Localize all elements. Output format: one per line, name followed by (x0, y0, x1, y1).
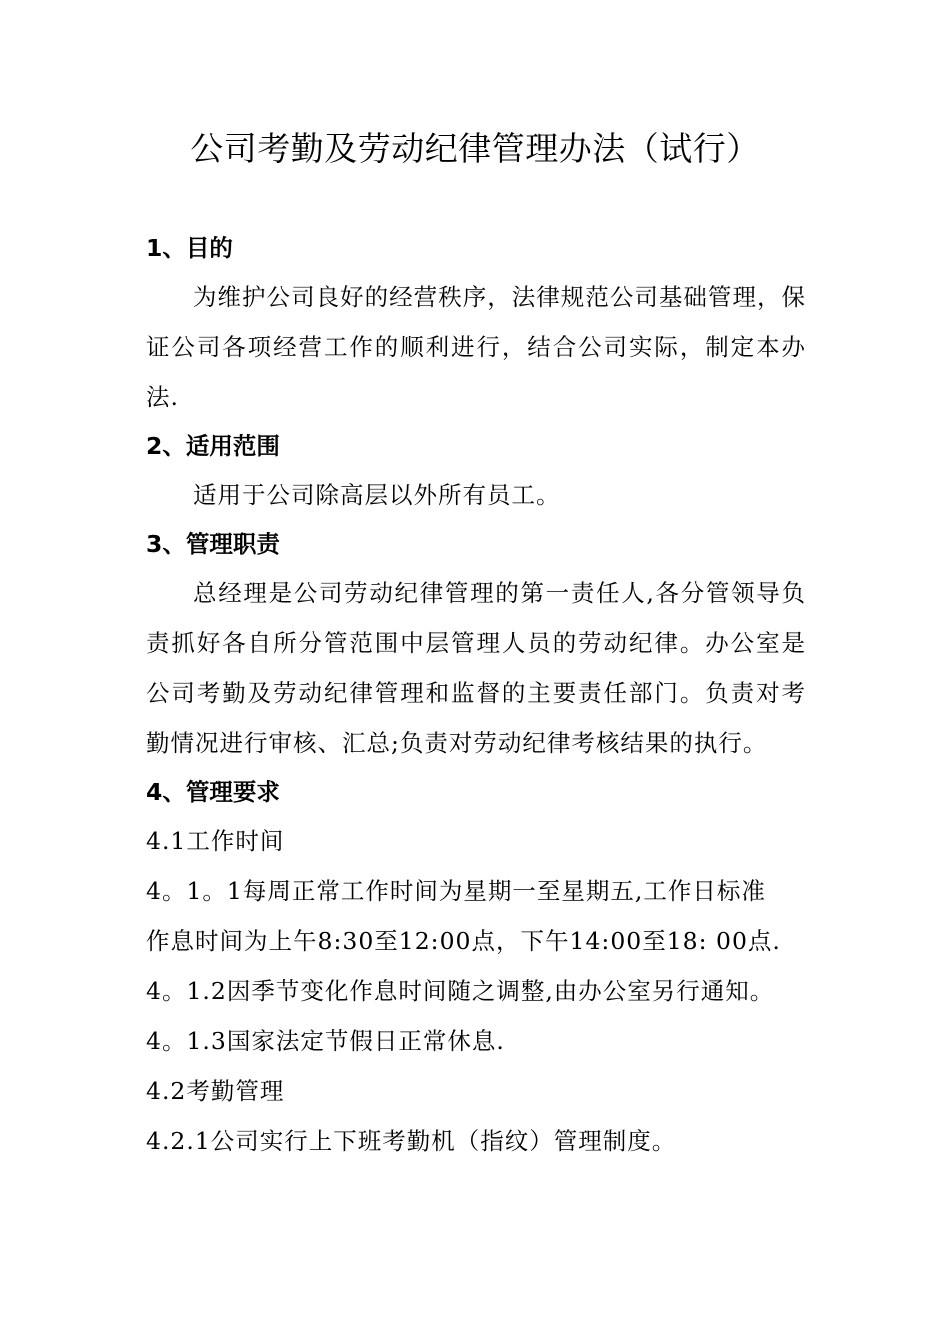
section-text-purpose: 为维护公司良好的经营秩序，法律规范公司基础管理，保证公司各项经营工作的顺利进行，结合公司实际，制定本办法. (146, 283, 806, 411)
section-heading-requirements: 4、管理要求 (146, 778, 280, 806)
section-heading-responsibility: 3、管理职责 (146, 530, 280, 558)
clause-line: 4。1。1每周正常工作时间为星期一至星期五,工作日标准 (146, 877, 766, 905)
section-text-scope: 适用于公司除高层以外所有员工。 (193, 481, 561, 509)
clause-line: 4.1工作时间 (146, 827, 285, 855)
section-heading-purpose: 1、目的 (146, 234, 233, 262)
section-text-responsibility: 总经理是公司劳动纪律管理的第一责任人,各分管领导负责抓好各自所分管范围中层管理人员的劳动纪律。办公室是公司考勤及劳动纪律管理和监督的主要责任部门。负责对考勤情况进行审核、汇总;负责对劳动纪律考核结果的执行。 (146, 579, 806, 757)
clause-line: 作息时间为上午8:30至12:00点，下午14:00至18: 00点. (146, 927, 781, 955)
document-title: 公司考勤及劳动纪律管理办法（试行） (190, 129, 760, 168)
section-heading-scope: 2、适用范围 (146, 432, 280, 460)
clause-line: 4.2考勤管理 (146, 1077, 285, 1105)
clause-line: 4.2.1公司实行上下班考勤机（指纹）管理制度。 (146, 1127, 677, 1155)
clause-line: 4。1.3国家法定节假日正常休息. (146, 1027, 505, 1055)
document-body (146, 224, 806, 1166)
clause-line: 4。1.2因季节变化作息时间随之调整,由办公室另行通知。 (146, 977, 775, 1005)
